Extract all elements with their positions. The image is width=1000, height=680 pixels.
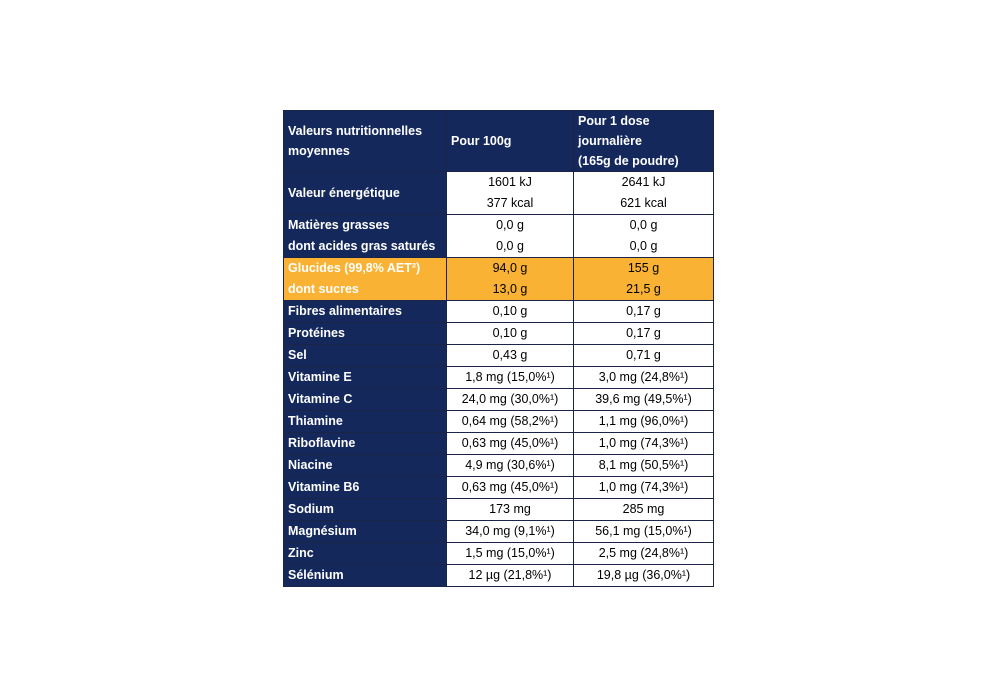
per-dose-text: 285 mg	[622, 502, 665, 516]
table-row	[284, 499, 714, 521]
per-dose-text: 0,0 g	[629, 239, 658, 253]
table-row	[284, 323, 714, 345]
nutrition-table	[283, 110, 714, 587]
per-100g-text: 0,10 g	[492, 304, 528, 318]
per-dose-text: 0,17 g	[626, 304, 661, 318]
nutrient-label-cell	[284, 258, 447, 301]
nutrient-label-text: Protéines	[288, 326, 345, 340]
nutrient-label-text: Sodium	[288, 502, 334, 516]
table-row	[284, 345, 714, 367]
per-100g-cell	[447, 258, 574, 301]
nutrient-label-cell	[284, 499, 447, 521]
table-row	[284, 301, 714, 323]
per-dose-cell	[574, 323, 714, 345]
per-dose-text: 56,1 mg (15,0%¹)	[595, 524, 692, 538]
per-100g-text: 0,0 g	[496, 218, 524, 232]
per-100g-text: 34,0 mg (9,1%¹)	[465, 524, 555, 538]
per-100g-cell	[447, 433, 574, 455]
per-100g-text: 377 kcal	[486, 196, 534, 210]
per-dose-cell	[574, 345, 714, 367]
per-dose-cell	[574, 499, 714, 521]
per-100g-cell	[447, 521, 574, 543]
per-dose-cell	[574, 258, 714, 301]
per-100g-cell	[447, 301, 574, 323]
per-100g-cell	[447, 172, 574, 215]
per-100g-text: 0,43 g	[492, 348, 528, 362]
nutrient-label-text: Valeur énergétique	[288, 185, 400, 200]
per-dose-cell	[574, 389, 714, 411]
nutrient-label-text: Zinc	[288, 546, 314, 560]
per-dose-text: 0,0 g	[629, 218, 658, 232]
nutrient-label-cell	[284, 477, 447, 499]
nutrient-label-text: Niacine	[288, 458, 333, 472]
nutrient-label-text: Riboflavine	[288, 436, 356, 450]
per-dose-text: 21,5 g	[626, 282, 661, 296]
per-100g-text: 13,0 g	[492, 282, 528, 296]
table-row	[284, 455, 714, 477]
per-dose-text: 1,0 mg (74,3%¹)	[598, 436, 689, 450]
nutrient-label-cell	[284, 389, 447, 411]
per-100g-cell	[447, 411, 574, 433]
per-dose-cell	[574, 521, 714, 543]
per-dose-text: 0,71 g	[626, 348, 661, 362]
table-row	[284, 172, 714, 215]
nutrient-label-text: dont acides gras saturés	[288, 239, 436, 253]
table-row	[284, 258, 714, 301]
table-row	[284, 477, 714, 499]
per-100g-text: 0,63 mg (45,0%¹)	[461, 480, 559, 494]
per-100g-cell	[447, 367, 574, 389]
nutrient-label-text: Vitamine B6	[288, 480, 360, 494]
nutrient-label-cell	[284, 367, 447, 389]
nutrient-label-cell	[284, 411, 447, 433]
nutrient-label-text: Matières grasses	[288, 218, 390, 232]
nutrient-label-cell	[284, 323, 447, 345]
nutrient-label-text: Fibres alimentaires	[288, 304, 402, 318]
per-100g-cell	[447, 323, 574, 345]
header-per-dose	[574, 111, 714, 172]
per-dose-text: 19,8 µg (36,0%¹)	[596, 568, 691, 582]
table-row	[284, 389, 714, 411]
header-row	[284, 111, 714, 172]
per-100g-text: 1,8 mg (15,0%¹)	[465, 370, 555, 384]
table-row	[284, 565, 714, 587]
per-100g-cell	[447, 345, 574, 367]
header-per-dose-line: (165g de poudre)	[578, 154, 679, 168]
per-dose-text: 8,1 mg (50,5%¹)	[598, 458, 689, 472]
per-dose-text: 2,5 mg (24,8%¹)	[598, 546, 689, 560]
nutrient-label-cell	[284, 345, 447, 367]
per-dose-text: 1,0 mg (74,3%¹)	[598, 480, 689, 494]
per-dose-text: 0,17 g	[626, 326, 661, 340]
table-row	[284, 521, 714, 543]
table-row	[284, 367, 714, 389]
per-100g-text: 173 mg	[489, 502, 531, 516]
header-per-dose-line: journalière	[578, 134, 642, 148]
per-100g-text: 24,0 mg (30,0%¹)	[461, 392, 559, 406]
header-per-dose-line: Pour 1 dose	[578, 114, 650, 128]
per-100g-text: 1601 kJ	[488, 175, 532, 189]
nutrient-label-cell	[284, 433, 447, 455]
table-row	[284, 215, 714, 258]
per-dose-cell	[574, 411, 714, 433]
per-100g-cell	[447, 215, 574, 258]
per-100g-cell	[447, 565, 574, 587]
nutrient-label-text: Vitamine E	[288, 370, 352, 384]
per-100g-text: 0,63 mg (45,0%¹)	[461, 436, 559, 450]
nutrient-label-cell	[284, 543, 447, 565]
per-dose-cell	[574, 543, 714, 565]
per-dose-cell	[574, 215, 714, 258]
per-100g-text: 1,5 mg (15,0%¹)	[465, 546, 555, 560]
per-dose-text: 1,1 mg (96,0%¹)	[598, 414, 689, 428]
per-100g-text: 0,10 g	[492, 326, 528, 340]
nutrient-label-cell	[284, 301, 447, 323]
per-100g-cell	[447, 477, 574, 499]
per-100g-text: 12 µg (21,8%¹)	[468, 568, 552, 582]
per-dose-cell	[574, 367, 714, 389]
per-dose-text: 2641 kJ	[621, 175, 666, 189]
per-100g-cell	[447, 455, 574, 477]
table-row	[284, 433, 714, 455]
nutrient-label-cell	[284, 215, 447, 258]
nutrient-label-text: Magnésium	[288, 524, 357, 538]
nutrient-label-text: Thiamine	[288, 414, 343, 428]
per-100g-cell	[447, 389, 574, 411]
table-row	[284, 411, 714, 433]
header-nutrients: Valeurs nutritionnelles moyennes	[284, 111, 447, 172]
per-dose-cell	[574, 172, 714, 215]
per-100g-text: 94,0 g	[492, 261, 528, 275]
per-dose-cell	[574, 477, 714, 499]
nutrient-label-cell	[284, 565, 447, 587]
per-dose-text: 621 kcal	[620, 196, 667, 210]
nutrient-label-text: Sélénium	[288, 568, 344, 582]
per-dose-text: 3,0 mg (24,8%¹)	[598, 370, 689, 384]
nutrient-label-text: Vitamine C	[288, 392, 353, 406]
nutrient-label-text: Sel	[288, 348, 307, 362]
table-row	[284, 543, 714, 565]
per-dose-text: 155 g	[627, 261, 660, 275]
nutrient-label-text: dont sucres	[288, 282, 359, 296]
per-dose-text: 39,6 mg (49,5%¹)	[595, 392, 692, 406]
per-100g-cell	[447, 499, 574, 521]
nutrient-label-cell	[284, 521, 447, 543]
per-100g-text: 0,64 mg (58,2%¹)	[461, 414, 559, 428]
per-100g-text: 4,9 mg (30,6%¹)	[465, 458, 555, 472]
per-dose-cell	[574, 433, 714, 455]
nutrient-label-cell	[284, 172, 447, 215]
header-per-100g: Pour 100g	[447, 111, 574, 172]
per-dose-cell	[574, 455, 714, 477]
per-dose-cell	[574, 301, 714, 323]
per-100g-text: 0,0 g	[496, 239, 524, 253]
nutrient-label-cell	[284, 455, 447, 477]
per-dose-cell	[574, 565, 714, 587]
per-100g-cell	[447, 543, 574, 565]
nutrient-label-text: Glucides (99,8% AET²)	[288, 261, 421, 275]
